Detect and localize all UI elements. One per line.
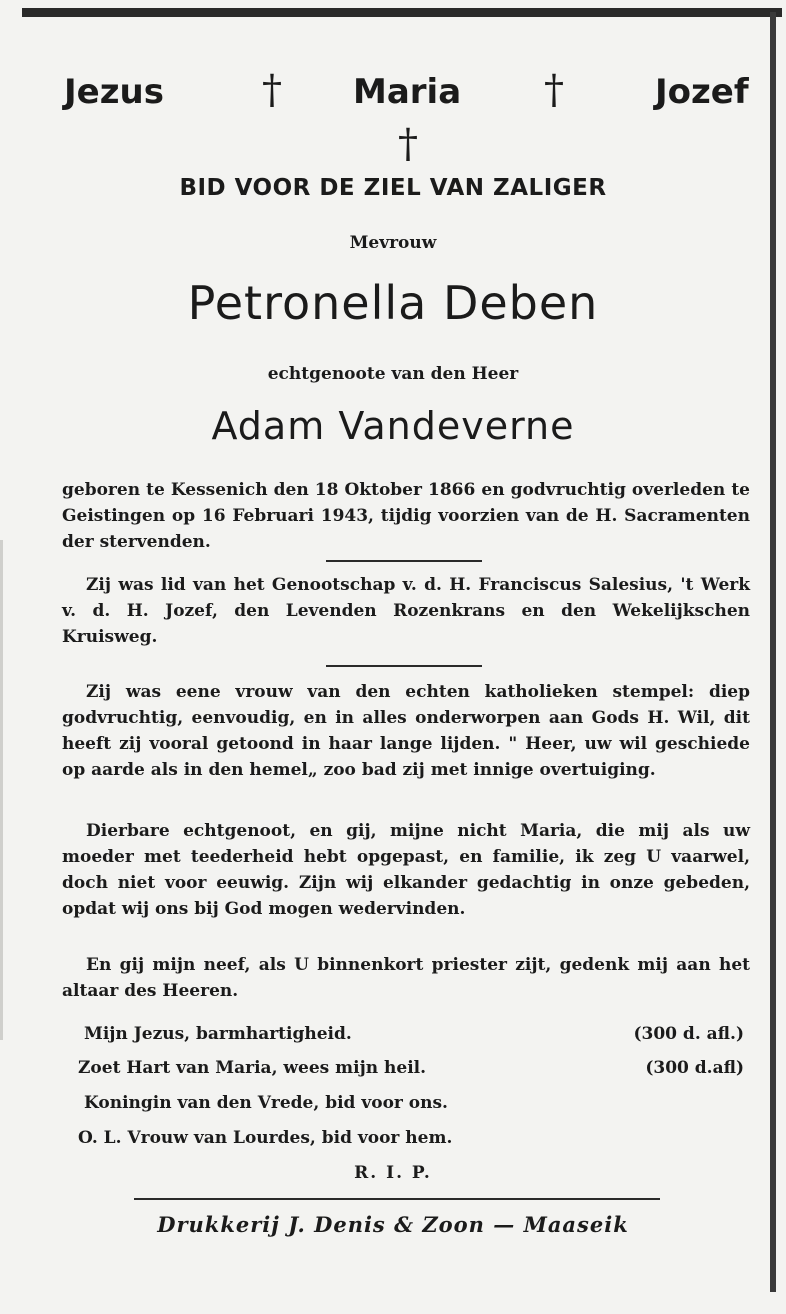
spouse-name: Adam Vandeverne — [211, 404, 575, 448]
spouse-label: echtgenoote van den Heer — [267, 364, 519, 384]
prayer-1: Mijn Jezus, barmhartigheid. — [84, 1024, 352, 1044]
left-border — [0, 540, 3, 1040]
deceased-name: Petronella Deben — [187, 276, 599, 330]
indulgence-2: (300 d.afl) — [645, 1058, 744, 1078]
paragraph-nephew: En gij mijn neef, als U binnenkort priester zijt, gedenk mij aan het altaar des Heeren. — [62, 955, 750, 1001]
prayer-4: O. L. Vrouw van Lourdes, bid voor hem. — [78, 1128, 453, 1148]
paragraph-birth-death: geboren te Kessenich den 18 Oktober 1866 en godvruchtig overleden te Geistingen op 16 Februari 1943, tijdig voorzien van de H. Sacramenten der stervenden. — [62, 480, 750, 552]
header-jezus: Jezus — [64, 72, 164, 112]
cross-icon-center: † — [398, 121, 418, 167]
printer-credit: Drukkerij J. Denis & Zoon — Maaseik — [157, 1212, 629, 1237]
cross-icon-left: † — [262, 67, 282, 113]
heading-prayer: BID VOOR DE ZIEL VAN ZALIGER — [179, 175, 607, 201]
divider-2 — [326, 665, 482, 667]
cross-icon-right: † — [544, 67, 564, 113]
right-border — [770, 12, 776, 1292]
divider-footer — [134, 1198, 660, 1200]
divider-1 — [326, 560, 482, 562]
top-border — [22, 8, 782, 17]
rip-text: R. I. P. — [354, 1163, 432, 1183]
header-maria: Maria — [353, 72, 462, 112]
header-jozef: Jozef — [655, 72, 749, 112]
paragraph-memberships: Zij was lid van het Genootschap v. d. H. Franciscus Salesius, 't Werk v. d. H. Jozef, den Levenden Rozenkrans en den Wekelijkschen Kruisweg. — [62, 575, 750, 647]
title-mevrouw: Mevrouw — [349, 233, 437, 253]
paragraph-farewell: Dierbare echtgenoot, en gij, mijne nicht Maria, die mij als uw moeder met teederheid hebt opgepast, en familie, ik zeg U vaarwel, doch niet voor eeuwig. Zijn wij elkander gedachtig in onze gebeden, opdat wij ons bij God mogen wedervinden. — [62, 821, 750, 919]
prayer-3: Koningin van den Vrede, bid voor ons. — [84, 1093, 448, 1113]
indulgence-1: (300 d. afl.) — [633, 1024, 744, 1044]
paragraph-character: Zij was eene vrouw van den echten katholieken stempel: diep godvruchtig, eenvoudig, en in alles onderworpen aan Gods H. Wil, dit heeft zij vooral getoond in haar lange lijden. " Heer, uw wil geschiede op aarde als in den hemel„ zoo bad zij met innige overtuiging. — [62, 682, 750, 780]
prayer-2: Zoet Hart van Maria, wees mijn heil. — [78, 1058, 427, 1078]
